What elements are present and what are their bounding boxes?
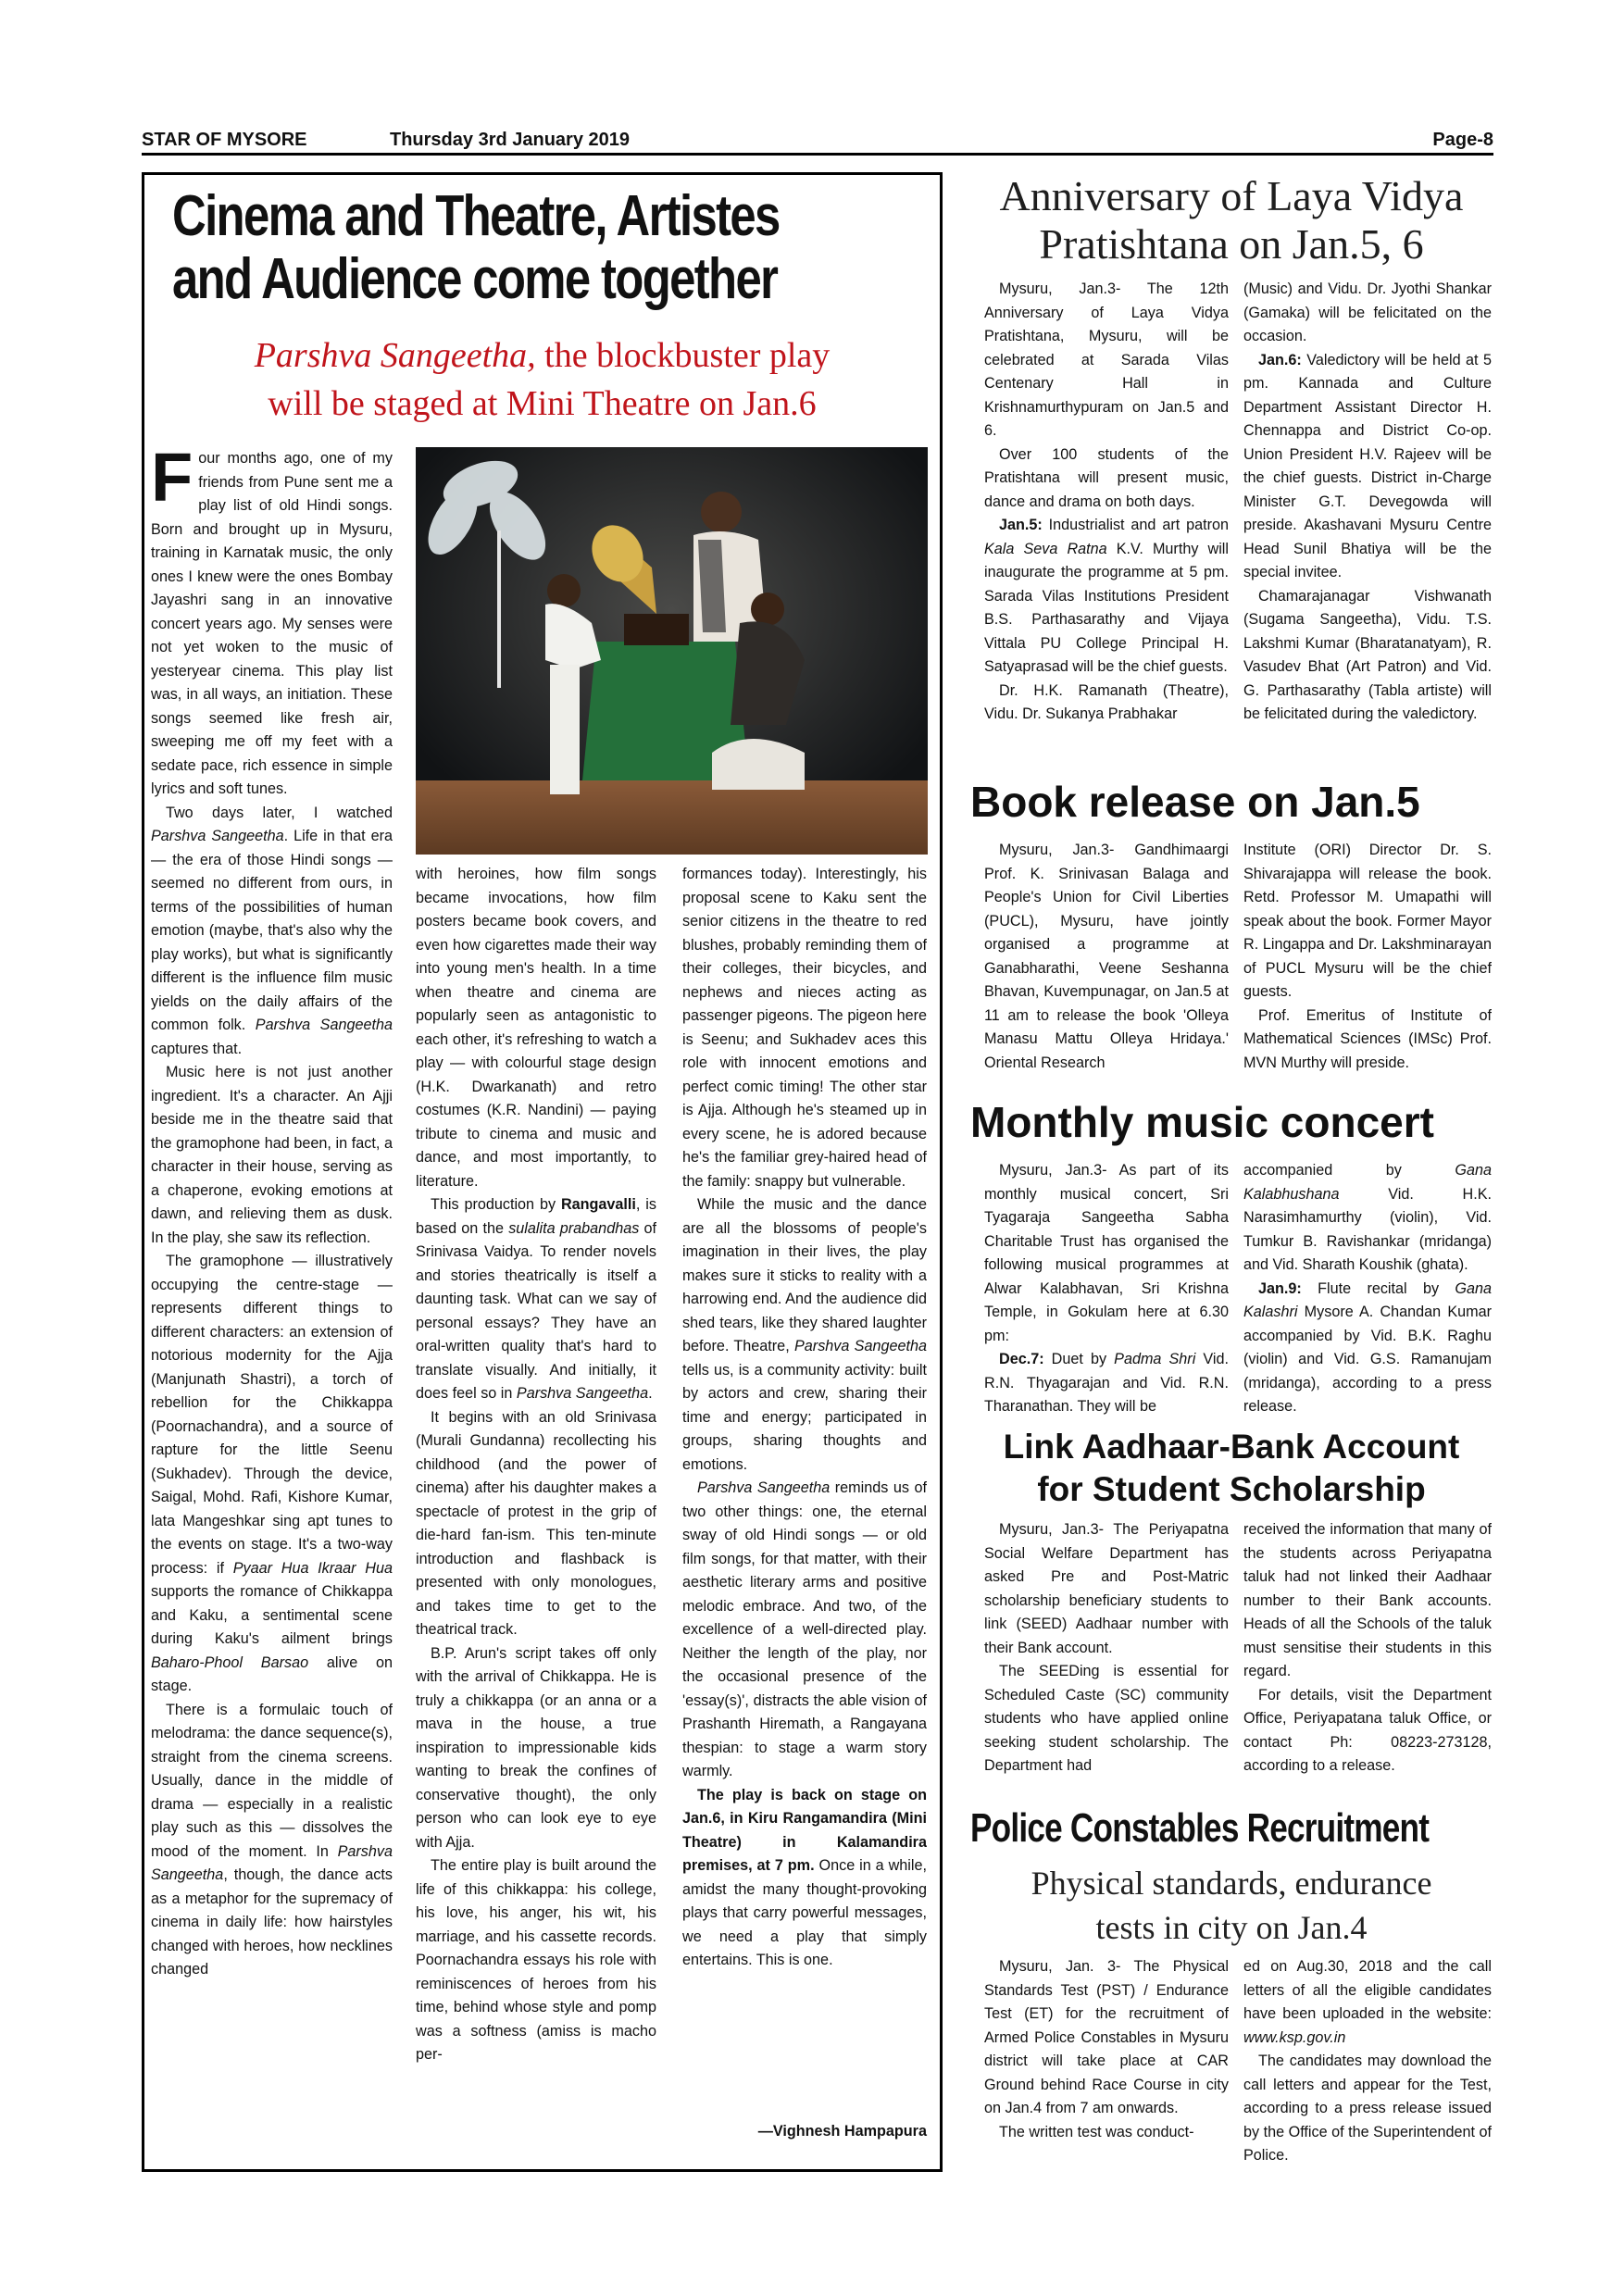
police-headline-text: Police Constables Recruitment (970, 1805, 1430, 1851)
main-paragraph: Parshva Sangeetha reminds us of two other things: one, the eternal sway of old Hindi songs — or old film songs, for that matter, with their aesthetic literary arms and positive melodic embrace. And two, of the excellence of a well-directed play. Neither the length of the play, nor the occasional presence of the 'essay(s)', distracts the able vision of Prashanth Hiremath, a Rangayana thespian: to stage a warm story warmly. (682, 1479, 927, 1779)
police-subheadline (963, 1861, 1500, 1950)
laya-paragraph: Dr. H.K. Ramanath (Theatre), Vidu. Dr. Sukanya Prabhakar (984, 681, 1229, 722)
aadhaar-paragraph: The SEEDing is essential for Scheduled Caste (SC) community students who have applied online seeking student scholarship. The Department had (984, 1663, 1229, 1774)
concert-headline: Monthly music concert (970, 1098, 1434, 1146)
laya-headline-line1: Anniversary of Laya Vidya (999, 172, 1464, 219)
aadhaar-column-1 (984, 1518, 1229, 1796)
main-paragraph: Two days later, I watched Parshva Sangeetha. Life in that era — the era of those Hindi songs — seemed no different from ours, in terms of the possibilities of human emotion (maybe, that's also why the play works), but what is significantly different is the influence film music yields on the daily affairs of the common folk. Parshva Sangeetha captures that. (151, 804, 393, 1057)
main-paragraph: The play is back on stage on Jan.6, in Kiru Rangamandira (Mini Theatre) in Kalamandira premises, at 7 pm. Once in a while, amidst the many thought-provoking plays that carry powerful messages, we need a play that simply entertains. This is one. (682, 1786, 927, 1968)
main-paragraph: The entire play is built around the life of this chikkappa: his college, his love, his anger, his wit, his marriage, and his cassette records. Poornachandra essays his role with reminiscences of heroes from his time, behind whose style and pomp was a softness (amiss is macho per- (416, 1857, 656, 2063)
police-subheadline-line1: Physical standards, endurance (1031, 1865, 1432, 1902)
police-subheadline-line2: tests in city on Jan.4 (1095, 1909, 1368, 1946)
police-paragraph: ed on Aug.30, 2018 and the call letters of all the eligible candidates have been uploaded in the website: www.ksp.gov.in (1243, 1958, 1492, 2046)
book-headline: Book release on Jan.5 (970, 778, 1420, 826)
laya-column-2 (1243, 278, 1492, 773)
main-paragraph: It begins with an old Srinivasa (Murali Gundanna) recollecting his childhood (and the power of cinema) after his daughter makes a spectacle of protest in the grip of die-hard fan-ism. This ten-minute introduction and flashback is presented with only monologues, and takes time to get to the theatrical track. (416, 1408, 656, 1638)
police-paragraph: The candidates may download the call letters and appear for the Test, according to a press release issued by the Office of the Superintendent of Police. (1243, 2053, 1492, 2164)
concert-paragraph: Jan.9: Flute recital by Gana Kalashri Mysore A. Chandan Kumar accompanied by Vid. B.K. Raghu (violin) and Vid. G.S. Ramanujam (mridanga), according to a press release. (1243, 1279, 1492, 1415)
subheadline-line2: will be staged at Mini Theatre on Jan.6 (268, 384, 817, 423)
concert-paragraph: accompanied by Gana Kalabhushana Vid. H.K. Narasimhamurthy (violin), Vid. Tumkur B. Ravishankar (mridanga) and Vid. Sharath Koushik (ghata). (1243, 1162, 1492, 1273)
police-headline (970, 1803, 1544, 1853)
subheadline-italic: Parshva Sangeetha, (254, 336, 536, 375)
police-column-2 (1243, 1955, 1492, 2173)
police-paragraph: Mysuru, Jan. 3- The Physical Standards Test (PST) / Endurance Test (ET) for the recruitment of Armed Police Constables in Mysuru district will take place at CAR Ground behind Race Course in city on Jan.4 from 7 am onwards. (984, 1958, 1229, 2116)
main-article-column-1 (151, 447, 393, 2160)
book-paragraph: Institute (ORI) Director Dr. S. Shivarajappa will release the book. Retd. Professor M. Umapathi will speak about the book. Former Mayor R. Lingappa and Dr. Lakshminarayan of PUCL Mysuru will be the chief guests. (1243, 842, 1492, 1000)
laya-paragraph: Jan.5: Industrialist and art patron Kala Seva Ratna K.V. Murthy will inaugurate the programme at 5 pm. Sarada Vilas Institutions President B.S. Parthasarathy and Vijaya Vittala PU College Principal H. Satyaprasad will be the chief guests. (984, 517, 1229, 675)
concert-paragraph: Mysuru, Jan.3- As part of its monthly musical concert, Sri Tyagaraja Sangeetha Sabha Charitable Trust has organised the following musical programmes at Alwar Kalabhavan, Sri Krishna Temple, in Gokulam here at 6.30 pm: (984, 1162, 1229, 1344)
main-headline-line1: Cinema and Theatre, Artistes (172, 184, 780, 248)
laya-paragraph: Over 100 students of the Pratishtana will present music, dance and drama on both days. (984, 445, 1229, 510)
main-paragraph: B.P. Arun's script takes off only with the arrival of Chikkappa. He is truly a chikkappa (or an anna or a mava in the house, a true inspiration to impressionable kids wanting to break the confines of conservative thought), the only person who can look eye to eye with Ajja. (416, 1644, 656, 1851)
main-paragraph: The gramophone — illustratively occupying the centre-stage — represents different things to different characters: an extension of notorious modernity for the Ajja (Manjunath Shastri), a torch of rebellion for the Chikkappa (Poornachandra), and a source of rapture for the little Seenu (Sukhadev). Through the device, Saigal, Mohd. Rafi, Kishore Kumar, lata Mangeshkar sing apt tunes to the events on stage. It's a two-way process: if Pyaar Hua Ikraar Hua supports the romance of Chikkappa and Kaku, a sentimental scene during Kaku's ailment brings Baharo-Phool Barsao alive on stage. (151, 1253, 393, 1694)
book-column-1 (984, 839, 1229, 1089)
concert-paragraph: Dec.7: Duet by Padma Shri Vid. R.N. Thyagarajan and Vid. R.N. Tharanathan. They will be (984, 1351, 1229, 1415)
main-paragraph: This production by Rangavalli, is based on the sulalita prabandhas of Srinivasa Vaidya. To render novels and stories theatrically is itself a daunting task. What can we say of personal essays? They have an oral-written quality that's hard to translate visually. And initially, it does feel so in Parshva Sangeetha. (416, 1196, 656, 1402)
main-paragraph: There is a formulaic touch of melodrama: the dance sequence(s), straight from the cinema screens. Usually, dance in the middle of drama — especially in a realistic play such as this — dissolves the mood of the moment. In Parshva Sangeetha, though, the dance acts as a metaphor for the supremacy of cinema in daily life: how hairstyles changed with heroes, how necklines changed (151, 1701, 393, 1978)
aadhaar-column-2 (1243, 1518, 1492, 1796)
subheadline-rest: the blockbuster play (535, 336, 831, 375)
laya-paragraph: Chamarajanagar Vishwanath (Sugama Sangeetha), Vidu. T.S. Lakshmi Kumar (Bharatanatyam), R. Vasudev Bhat (Art Patron) and Vid. G. Parthasarathy (Tabla artiste) will be felicitated during the valedictory. (1243, 587, 1492, 722)
police-paragraph: The written test was conduct- (999, 2123, 1194, 2140)
aadhaar-paragraph: For details, visit the Department Office, Periyapatana taluk Office, or contact Ph: 08223-273128, according to a release. (1243, 1686, 1492, 1774)
concert-column-2 (1243, 1159, 1492, 1418)
main-paragraph: formances today). Interestingly, his proposal scene to Kaku sent the senior citizens in the theatre to red blushes, probably reminding them of their colleges, their bicycles, and nephews and nieces acting as passenger pigeons. The pigeon here is Seenu; and Sukhadev aces this role with innocent emotions and perfect comic timing! The other star is Ajja. Although he's steamed up in every scene, he is adored because he's the familiar grey-haired head of the family: snappy but vulnerable. (682, 866, 927, 1190)
laya-headline-line2: Pratishtana on Jan.5, 6 (1039, 220, 1424, 268)
main-subheadline (151, 331, 933, 428)
book-paragraph: Prof. Emeritus of Institute of Mathematical Sciences (IMSc) Prof. MVN Murthy will preside. (1243, 1006, 1492, 1071)
aadhaar-paragraph: Mysuru, Jan.3- The Periyapatna Social Welfare Department has asked Pre and Post-Matric scholarship beneficiary students to link (SEED) Aadhaar number with their Bank account. (984, 1521, 1229, 1656)
laya-column-1 (984, 278, 1229, 773)
main-paragraph: While the music and the dance are all the blossoms of people's imagination in their lives, the play makes sure it sticks to reality with a harrowing end. And the audience did shed tears, like they shared laughter before. Theatre, Parshva Sangeetha tells us, is a community activity: built by actors and crew, sharing their time and energy; participated in groups, sharing thoughts and emotions. (682, 1196, 927, 1473)
main-article-column-3 (682, 863, 927, 2159)
laya-headline (963, 172, 1500, 268)
paper-name: STAR OF MYSORE (142, 130, 307, 150)
main-paragraph: Music here is not just another ingredient. It's a character. An Ajji beside me in the theatre said that the gramophone had been, in fact, a character in their house, serving as a chaperone, evoking emotions at dawn, and relieving them as dusk. In the play, she saw its reflection. (151, 1064, 393, 1246)
laya-paragraph: Mysuru, Jan.3- The 12th Anniversary of Laya Vidya Pratishtana, Mysuru, will be celebrated at Sarada Vilas Centenary Hall in Krishnamurthypuram on Jan.5 and 6. (984, 281, 1229, 439)
main-paragraph: with heroines, how film songs became invocations, how film posters became book covers, and even how cigarettes made their way into young men's health. In a time when theatre and cinema are popularly seen as antagonistic to each other, it's refreshing to watch a play — with colourful stage design (H.K. Dwarkanath) and retro costumes (K.R. Nandini) — paying tribute to cinema and music and dance, and most importantly, to literature. (416, 866, 656, 1190)
byline: —Vighnesh Hampapura (757, 2123, 927, 2140)
laya-paragraph: Jan.6: Valedictory will be held at 5 pm. Kannada and Culture Department Assistant Director H. Chennappa and District Co-op. Union President H.V. Rajeev will be the chief guests. District in-Charge Minister G.T. Devegowda will preside. Akashavani Mysuru Centre Head Sunil Bhatiya will be the special invitee. (1243, 351, 1492, 580)
police-column-1 (984, 1955, 1229, 2173)
aadhaar-headline (963, 1426, 1500, 1511)
book-column-2 (1243, 839, 1492, 1089)
laya-paragraph: (Music) and Vidu. Dr. Jyothi Shankar (Gamaka) will be felicitated on the occasion. (1243, 281, 1492, 344)
page-header (142, 130, 1493, 156)
concert-column-1 (984, 1159, 1229, 1418)
drop-cap: F (151, 447, 194, 516)
main-article-column-2 (416, 863, 656, 2159)
main-paragraph: our months ago, one of my friends from Pune sent me a play list of old Hindi songs. Born and brought up in Mysuru, training in Karnatak music, the only ones I knew were the ones Bombay Jayashri sang in an innovative concert years ago. My senses were not yet woken to the music of yesteryear cinema. This play list was, in all ways, an initiation. These songs seemed like fresh air, sweeping me off my feet with a sedate pace, rich essence in simple lyrics and soft tunes. (151, 450, 393, 797)
book-paragraph: Mysuru, Jan.3- Gandhimaargi Prof. K. Srinivasan Balaga and People's Union for Civil Liberties (PUCL), Mysuru, have jointly organised a programme at Ganabharathi, Veene Seshanna Bhavan, Kuvempunagar, on Jan.5 at 11 am to release the book 'Olleya Manasu Mattu Olleya Hridaya.' Oriental Research (984, 842, 1229, 1071)
aadhaar-paragraph: received the information that many of the students across Periyapatna taluk had not linked their Aadhaar number to their Bank accounts. Heads of all the Schools of the taluk must sensitise their students in this regard. (1243, 1521, 1492, 1679)
stage-scene-photo (416, 447, 928, 855)
aadhaar-headline-line2: for Student Scholarship (1037, 1470, 1426, 1508)
play-photo (416, 447, 928, 855)
aadhaar-headline-line1: Link Aadhaar-Bank Account (1003, 1428, 1460, 1466)
issue-date: Thursday 3rd January 2019 (390, 130, 631, 150)
main-headline-line2: and Audience come together (172, 247, 778, 311)
main-headline (172, 185, 913, 311)
page-number: Page-8 (1432, 130, 1493, 150)
